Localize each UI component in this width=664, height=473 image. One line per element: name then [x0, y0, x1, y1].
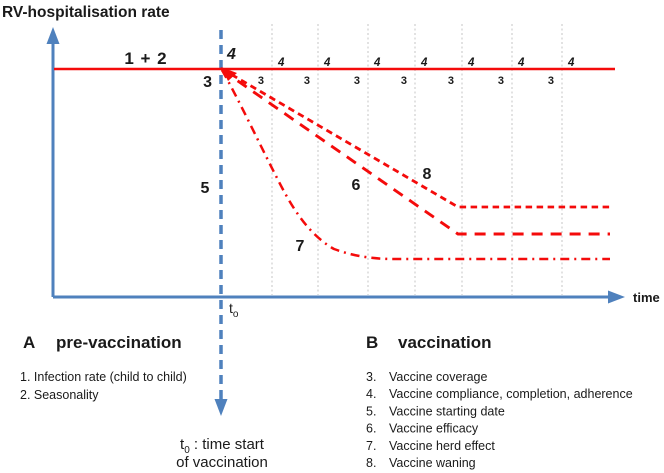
tick-compliance-label: 4 [324, 57, 331, 69]
legend-b-items [366, 370, 633, 470]
footnote-line1 [180, 436, 265, 456]
tick-compliance-label: 4 [518, 57, 525, 69]
t0-tick-label [229, 300, 239, 320]
y-axis-title: RV-hospitalisation rate [2, 4, 170, 21]
footnote-t-base: t [180, 436, 185, 453]
tick-compliance-label: 4 [568, 57, 575, 69]
tick-coverage-label: 3 [497, 75, 504, 87]
t0-tick-base: t [229, 300, 233, 316]
tick-coverage-label: 3 [303, 75, 310, 87]
footnote-t-sub: 0 [184, 445, 190, 456]
curve-herd-effect-7 [222, 70, 610, 259]
legend-b-item-text: Vaccine efficacy [389, 421, 479, 436]
legend-b-item-num: 8. [366, 456, 377, 470]
t0-arrowhead-icon [215, 399, 228, 416]
legend-b-item-num: 6. [366, 421, 377, 436]
gridline-group [258, 24, 575, 295]
legend-b-item-num: 3. [366, 370, 377, 384]
legend-a-item: 1. Infection rate (child to child) [20, 370, 187, 384]
legend-b-item-num: 5. [366, 404, 377, 419]
legend-b-letter: B [366, 333, 379, 352]
legend-a-items [20, 370, 187, 402]
baseline-label: 1 + 2 [124, 49, 168, 68]
x-axis-label: time [633, 290, 660, 305]
x-axis-arrowhead-icon [608, 291, 625, 304]
label-herd-effect-7: 7 [295, 238, 305, 255]
y-axis-arrowhead-icon [47, 27, 60, 44]
legend-b-item-text: Vaccine waning [389, 456, 476, 470]
tick-coverage-label: 3 [447, 75, 454, 87]
legend-a-heading: pre-vaccination [56, 333, 182, 352]
tick-coverage-label: 3 [400, 75, 407, 87]
label-compliance-4: 4 [227, 46, 236, 63]
tick-coverage-label: 3 [257, 75, 264, 87]
tick-coverage-label: 3 [547, 75, 554, 87]
legend-a-letter: A [23, 333, 36, 352]
tick-compliance-label: 4 [374, 57, 381, 69]
label-waning-8: 8 [422, 166, 432, 183]
legend-b-heading: vaccination [398, 333, 492, 352]
tick-compliance-label: 4 [278, 57, 285, 69]
label-starting-date-5: 5 [200, 180, 210, 197]
legend-b-item-text: Vaccine compliance, completion, adherence [389, 387, 633, 402]
legend-a-item: 2. Seasonality [20, 388, 99, 402]
footnote-rest: : time start [189, 436, 264, 453]
label-coverage-3: 3 [203, 74, 212, 91]
label-efficacy-6: 6 [351, 177, 361, 194]
t0-tick-sub: o [232, 309, 239, 320]
legend-b-item-num: 4. [366, 387, 377, 402]
legend-b-item-text: Vaccine herd effect [389, 438, 495, 453]
legend-b-item-num: 7. [366, 438, 377, 453]
legend-b-item-text: Vaccine starting date [389, 404, 505, 419]
legend-b-item-text: Vaccine coverage [389, 370, 488, 384]
footnote-line2: of vaccination [176, 454, 268, 471]
tick-compliance-label: 4 [468, 57, 475, 69]
tick-compliance-label: 4 [421, 57, 428, 69]
tick-coverage-label: 3 [353, 75, 360, 87]
curve-efficacy-6 [222, 70, 610, 234]
